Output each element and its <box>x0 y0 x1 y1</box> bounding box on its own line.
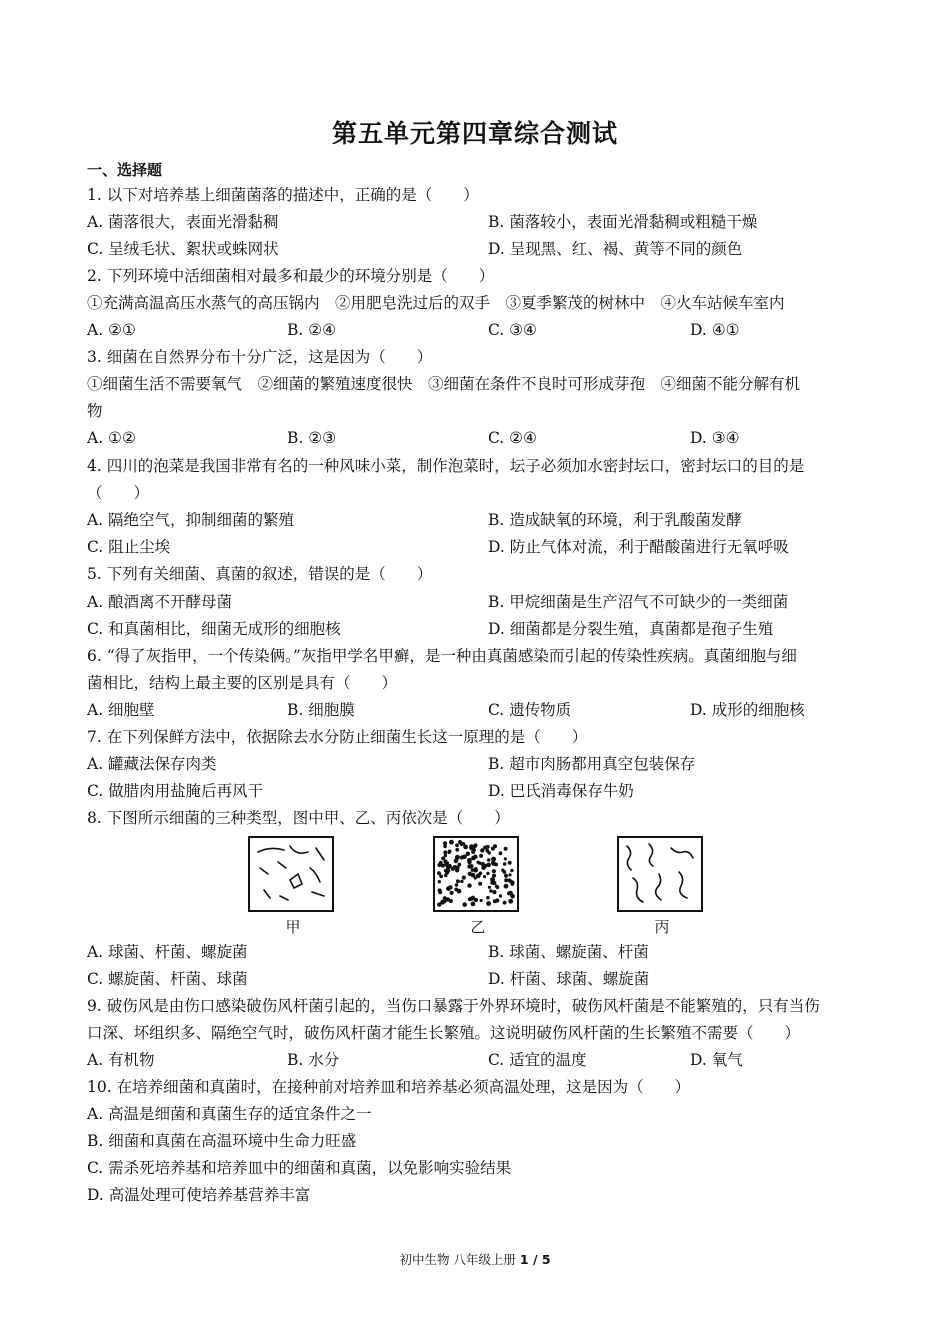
question-10-option-d: D. 高温处理可使培养基营养丰富 <box>87 1186 311 1204</box>
question-6-option-a: A. 细胞壁 <box>87 701 155 719</box>
coccus-dot <box>508 891 513 896</box>
question-7-option-a: A. 罐藏法保存肉类 <box>87 755 217 773</box>
coccus-dot <box>491 861 494 864</box>
coccus-dot <box>454 865 457 868</box>
coccus-dot <box>483 875 486 878</box>
spiral-bacteria-drawing <box>619 838 701 910</box>
coccus-dot <box>471 873 476 878</box>
coccus-dot <box>499 894 502 897</box>
coccus-dot <box>446 861 449 864</box>
question-3-stem: 3. 细菌在自然界分布十分广泛，这是因为（ ） <box>87 348 433 366</box>
coccus-dot <box>462 902 467 907</box>
coccus-dot <box>499 852 503 856</box>
question-2-option-d: D. ④① <box>690 321 740 339</box>
figure-label-jia: 甲 <box>285 918 301 936</box>
coccus-dot <box>480 848 484 852</box>
coccus-dot <box>449 899 453 903</box>
cocci-bacteria-drawing <box>435 838 517 910</box>
coccus-dot <box>495 885 499 889</box>
question-10-option-c: C. 需杀死培养基和培养皿中的细菌和真菌，以免影响实验结果 <box>87 1159 512 1177</box>
question-3-option-b: B. ②③ <box>287 429 337 447</box>
footer-text: 初中生物 八年级上册 <box>399 1252 520 1267</box>
coccus-dot <box>480 899 483 902</box>
coccus-dot <box>467 860 472 865</box>
question-8-option-b: B. 球菌、螺旋菌、杆菌 <box>488 943 649 961</box>
question-8-option-d: D. 杆菌、球菌、螺旋菌 <box>488 970 650 988</box>
question-10-option-b: B. 细菌和真菌在高温环境中生命力旺盛 <box>87 1132 357 1150</box>
coccus-dot <box>441 856 445 860</box>
question-8-stem: 8. 下图所示细菌的三种类型，图中甲、乙、丙依次是（ ） <box>87 809 510 827</box>
question-5-stem: 5. 下列有关细菌、真菌的叙述，错误的是（ ） <box>87 565 433 583</box>
coccus-dot <box>508 873 511 876</box>
coccus-dot <box>444 874 448 878</box>
question-4-option-a: A. 隔绝空气，抑制细菌的繁殖 <box>87 511 295 529</box>
question-2-option-a: A. ②① <box>87 321 136 339</box>
coccus-dot <box>439 875 443 879</box>
rod-bacteria-drawing <box>250 838 332 910</box>
coccus-dot <box>488 886 491 889</box>
question-7-stem: 7. 在下列保鲜方法中，依据除去水分防止细菌生长这一原理的是（ ） <box>87 728 588 746</box>
coccus-dot <box>444 869 448 873</box>
coccus-dot <box>478 882 482 886</box>
coccus-dot <box>492 869 496 873</box>
coccus-dot <box>455 843 459 847</box>
question-2-option-c: C. ③④ <box>488 321 537 339</box>
question-1-option-a: A. 菌落很大，表面光滑黏稠 <box>87 213 279 231</box>
coccus-dot <box>489 889 492 892</box>
question-4-stem-continued: （ ） <box>87 484 150 502</box>
coccus-dot <box>437 902 441 906</box>
coccus-dot <box>504 874 508 878</box>
coccus-dot <box>510 869 514 873</box>
question-4-option-b: B. 造成缺氧的环境，利于乳酸菌发酵 <box>488 511 742 529</box>
question-3-items-continued: 物 <box>87 402 103 420</box>
coccus-dot <box>501 869 504 872</box>
coccus-dot <box>458 840 462 844</box>
coccus-dot <box>448 850 452 854</box>
coccus-dot <box>486 863 491 868</box>
figure-label-yi: 乙 <box>470 918 486 936</box>
page-footer <box>0 1250 950 1268</box>
question-1-option-c: C. 呈绒毛状、絮状或蛛网状 <box>87 240 279 258</box>
question-1-option-b: B. 菌落较小，表面光滑黏稠或粗糙干燥 <box>488 213 758 231</box>
coccus-dot <box>471 868 475 872</box>
coccus-dot <box>474 868 478 872</box>
question-6-stem-continued: 菌相比，结构上最主要的区别是具有（ ） <box>87 674 398 692</box>
figure-frame <box>617 836 703 912</box>
coccus-dot <box>471 850 475 854</box>
question-10-stem: 10. 在培养细菌和真菌时，在接种前对培养皿和培养基必须高温处理，这是因为（ ） <box>87 1078 691 1096</box>
coccus-dot <box>486 896 490 900</box>
coccus-dot <box>438 880 441 883</box>
question-3-items: ①细菌生活不需要氧气 ②细菌的繁殖速度很快 ③细菌在条件不良时可形成芽孢 ④细菌不能分解有机 <box>87 375 801 393</box>
question-7-option-d: D. 巴氏消毒保存牛奶 <box>488 782 634 800</box>
coccus-dot <box>491 857 496 862</box>
question-9-option-d: D. 氧气 <box>690 1051 743 1069</box>
question-4-option-d: D. 防止气体对流，利于醋酸菌进行无氧呼吸 <box>488 538 789 556</box>
question-3-option-c: C. ②④ <box>488 429 537 447</box>
coccus-dot <box>487 858 491 862</box>
coccus-dot <box>487 851 491 855</box>
question-5-option-a: A. 酿酒离不开酵母菌 <box>87 593 233 611</box>
coccus-dot <box>462 876 466 880</box>
question-9-option-a: A. 有机物 <box>87 1051 155 1069</box>
question-2-option-b: B. ②④ <box>287 321 337 339</box>
question-9-option-c: C. 适宜的温度 <box>488 1051 587 1069</box>
question-10-option-a: A. 高温是细菌和真菌生存的适宜条件之一 <box>87 1105 372 1123</box>
coccus-dot <box>446 886 451 891</box>
question-6-option-c: C. 遗传物质 <box>488 701 572 719</box>
question-2-items: ①充满高温高压水蒸气的高压锅内 ②用肥皂洗过后的双手 ③夏季繁茂的树林中 ④火车站候车室内 <box>87 294 785 312</box>
figure-label-bing: 丙 <box>654 918 670 936</box>
question-7-option-b: B. 超市肉肠都用真空包装保存 <box>488 755 696 773</box>
coccus-dot <box>508 861 512 865</box>
question-5-option-c: C. 和真菌相比，细菌无成形的细胞核 <box>87 620 341 638</box>
question-8-option-c: C. 螺旋菌、杆菌、球菌 <box>87 970 248 988</box>
figure-frame <box>433 836 519 912</box>
coccus-dot <box>455 848 459 852</box>
coccus-dot <box>471 902 476 907</box>
coccus-dot <box>469 844 474 849</box>
question-6-option-b: B. 细胞膜 <box>287 701 355 719</box>
question-2-stem: 2. 下列环境中活细菌相对最多和最少的环境分别是（ ） <box>87 267 495 285</box>
coccus-dot <box>438 890 442 894</box>
coccus-dot <box>467 883 471 887</box>
question-9-option-b: B. 水分 <box>287 1051 340 1069</box>
question-6-option-d: D. 成形的细胞核 <box>690 701 805 719</box>
coccus-dot <box>504 847 508 851</box>
coccus-dot <box>504 884 509 889</box>
coccus-dot <box>462 842 465 845</box>
coccus-dot <box>492 890 496 894</box>
coccus-dot <box>503 901 507 905</box>
question-4-option-c: C. 阻止尘埃 <box>87 538 171 556</box>
coccus-dot <box>443 850 447 854</box>
coccus-dot <box>490 877 495 882</box>
question-6-stem: 6. “得了灰指甲，一个传染俩。”灰指甲学名甲癣，是一种由真菌感染而引起的传染性疾病。真菌细胞与细 <box>87 647 797 665</box>
question-9-stem-continued: 口深、坏组织多、隔绝空气时，破伤风杆菌才能生长繁殖。这说明破伤风杆菌的生长繁殖不需要（ ） <box>87 1024 801 1042</box>
question-7-option-c: C. 做腊肉用盐腌后再风干 <box>87 782 264 800</box>
coccus-dot <box>471 896 474 899</box>
section-heading: 一、选择题 <box>87 161 163 179</box>
figure-frame <box>248 836 334 912</box>
coccus-dot <box>511 883 514 886</box>
question-3-option-a: A. ①② <box>87 429 136 447</box>
coccus-dot <box>455 855 460 860</box>
question-9-stem: 9. 破伤风是由伤口感染破伤风杆菌引起的，当伤口暴露于外界环境时，破伤风杆菌是不能繁殖的，只有当伤 <box>87 997 820 1015</box>
coccus-dot <box>476 873 481 878</box>
coccus-dot <box>443 845 447 849</box>
coccus-dot <box>437 871 441 875</box>
coccus-dot <box>454 859 458 863</box>
coccus-dot <box>455 883 458 886</box>
coccus-dot <box>481 862 485 866</box>
coccus-dot <box>460 880 463 883</box>
question-1-option-d: D. 呈现黑、红、褐、黄等不同的颜色 <box>488 240 743 258</box>
coccus-dot <box>449 840 454 845</box>
coccus-dot <box>450 891 454 895</box>
coccus-dot <box>503 862 507 866</box>
coccus-dot <box>458 863 462 867</box>
question-3-option-d: D. ③④ <box>690 429 740 447</box>
coccus-dot <box>471 856 476 861</box>
coccus-dot <box>493 899 497 903</box>
coccus-dot <box>508 899 513 904</box>
coccus-dot <box>468 897 472 901</box>
coccus-dot <box>493 844 497 848</box>
coccus-dot <box>486 901 491 906</box>
coccus-dot <box>476 861 479 864</box>
coccus-dot <box>454 888 458 892</box>
question-4-stem: 4. 四川的泡菜是我国非常有名的一种风味小菜，制作泡菜时，坛子必须加水密封坛口，密封坛口的目的是 <box>87 457 805 475</box>
coccus-dot <box>479 854 483 858</box>
page-number: 1 / 5 <box>519 1252 551 1267</box>
question-5-option-d: D. 细菌都是分裂生殖，真菌都是孢子生殖 <box>488 620 774 638</box>
question-8-option-a: A. 球菌、杆菌、螺旋菌 <box>87 943 248 961</box>
coccus-dot <box>486 872 489 875</box>
coccus-dot <box>492 874 496 878</box>
coccus-dot <box>460 855 464 859</box>
coccus-dot <box>504 857 507 860</box>
question-1-stem: 1. 以下对培养基上细菌菌落的描述中，正确的是（ ） <box>87 186 479 204</box>
question-5-option-b: B. 甲烷细菌是生产沼气不可缺少的一类细菌 <box>488 593 789 611</box>
coccus-dot <box>467 864 472 869</box>
coccus-dot <box>508 878 511 881</box>
coccus-dot <box>456 879 460 883</box>
page-title: 第五单元第四章综合测试 <box>331 119 618 148</box>
